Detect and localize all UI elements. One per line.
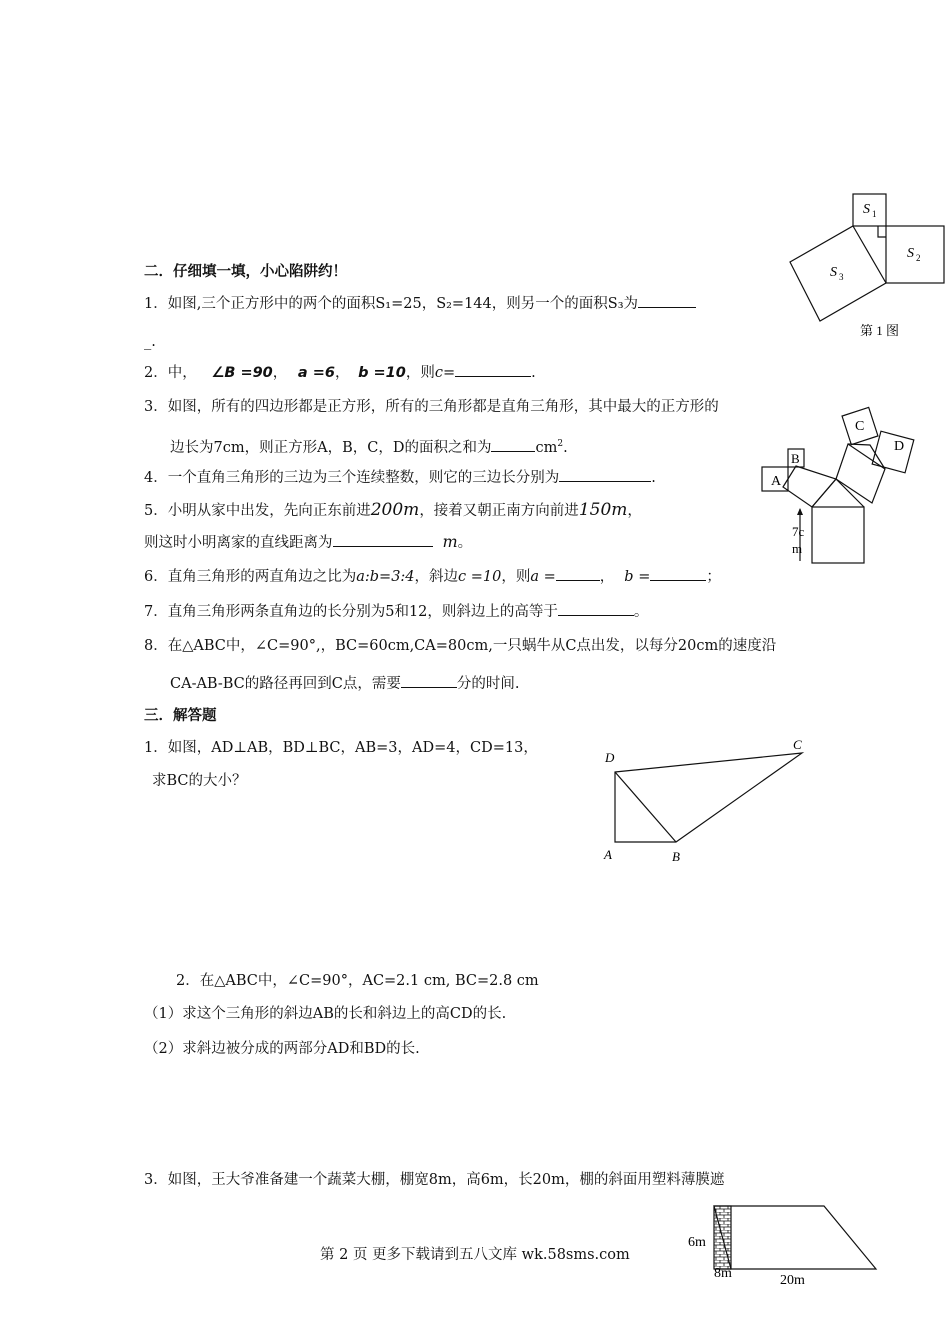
blank bbox=[556, 566, 600, 581]
figure-3-quadrilateral bbox=[598, 737, 813, 867]
blank bbox=[650, 566, 706, 581]
page-footer: 第 2 页 更多下载请到五八文库 wk.58sms.com bbox=[320, 1247, 630, 1263]
square-s2 bbox=[886, 226, 944, 283]
svg-text:3: 3 bbox=[839, 272, 844, 282]
problem-1-line2: 求BC的大小？ bbox=[152, 773, 247, 789]
question-4: 4．一个直角三角形的三边为三个连续整数，则它的三边长分别为 . bbox=[144, 467, 656, 488]
svg-text:20m: 20m bbox=[780, 1273, 805, 1288]
svg-text:B: B bbox=[672, 849, 680, 864]
problem-1-line1: 1．如图，AD⊥AB，BD⊥BC，AB=3，AD=4，CD=13， bbox=[144, 740, 538, 756]
svg-text:2: 2 bbox=[916, 253, 921, 263]
big-square bbox=[812, 507, 864, 563]
question-7: 7．直角三角形两条直角边的长分别为5和12，则斜边上的高等于 。 bbox=[144, 601, 648, 622]
figure-1-squares bbox=[785, 190, 950, 340]
blank bbox=[455, 362, 531, 377]
svg-text:1: 1 bbox=[872, 209, 877, 219]
square-s3 bbox=[790, 226, 886, 321]
svg-text:A: A bbox=[771, 474, 782, 489]
question-8-line2: CA-AB-BC的路径再回到C点，需要 分的时间. bbox=[170, 673, 519, 694]
svg-text:C: C bbox=[793, 737, 802, 752]
svg-text:S: S bbox=[907, 246, 914, 261]
blank bbox=[559, 467, 651, 482]
svg-text:8m: 8m bbox=[714, 1266, 732, 1281]
figure-1-caption: 第 1 图 bbox=[860, 323, 900, 338]
svg-text:m: m bbox=[792, 541, 803, 556]
svg-text:D: D bbox=[605, 750, 615, 765]
question-5-line1: 5．小明从家中出发，先向正东前进200m，接着又朝正南方向前进150m， bbox=[144, 500, 642, 520]
blank bbox=[638, 293, 696, 308]
problem-3-line1: 3．如图，王大爷准备建一个蔬菜大棚，棚宽8m，高6m，长20m，棚的斜面用塑料薄膜遮 bbox=[144, 1172, 725, 1188]
question-3-line2: 边长为7cm，则正方形A，B，C，D的面积之和为 $cm^2$. bbox=[170, 434, 568, 458]
svg-text:6m: 6m bbox=[688, 1235, 706, 1250]
question-8-line1: 8．在△ABC中，∠C=90°,，BC=60cm,CA=80cm,一只蜗牛从C点出发，以每分20cm的速度沿 bbox=[144, 638, 777, 654]
svg-text:S: S bbox=[863, 202, 870, 217]
problem-2-line1: 2．在△ABC中，∠C=90°，AC=2.1 cm, BC=2.8 cm bbox=[176, 973, 539, 989]
quad-abcd bbox=[615, 753, 802, 842]
question-3-line1: 3．如图，所有的四边形都是正方形，所有的三角形都是直角三角形，其中最大的正方形的 bbox=[144, 399, 719, 415]
svg-text:7c: 7c bbox=[792, 524, 805, 539]
square-d bbox=[872, 431, 914, 473]
problem-2-sub2: （2）求斜边被分成的两部分AD和BD的长. bbox=[144, 1041, 420, 1057]
section3-heading: 三．解答题 bbox=[144, 708, 217, 724]
figure-2-tree bbox=[760, 405, 920, 570]
blank bbox=[401, 673, 457, 688]
question-1: 1．如图,三个正方形中的两个的面积S₁=25，S₂=144，则另一个的面积S₃为 bbox=[144, 293, 696, 314]
problem-2-sub1: （1）求这个三角形的斜边AB的长和斜边上的高CD的长. bbox=[144, 1006, 507, 1022]
question-6: 6．直角三角形的两直角边之比为a:b=3:4，斜边c =10，则a = ， b = ； bbox=[144, 566, 721, 587]
svg-text:S: S bbox=[830, 265, 837, 280]
question-5-line2: 则这时小明离家的直线距离为 m。 bbox=[144, 532, 473, 551]
svg-text:A: A bbox=[604, 847, 612, 862]
figure-4-greenhouse bbox=[686, 1200, 886, 1288]
greenhouse-slope bbox=[714, 1206, 876, 1269]
question-1-tail: _. bbox=[144, 334, 156, 350]
section2-heading: 二．仔细填一填，小心陷阱约！ bbox=[144, 264, 347, 280]
blank bbox=[558, 601, 634, 616]
svg-text:B: B bbox=[791, 451, 800, 466]
diagonal-bd bbox=[615, 772, 676, 842]
blank bbox=[491, 437, 535, 452]
question-2: 2．中， ∠B =90， a =6， b =10，则c= . bbox=[144, 362, 536, 383]
svg-text:D: D bbox=[894, 439, 905, 454]
svg-text:C: C bbox=[855, 419, 865, 434]
blank bbox=[333, 532, 433, 547]
